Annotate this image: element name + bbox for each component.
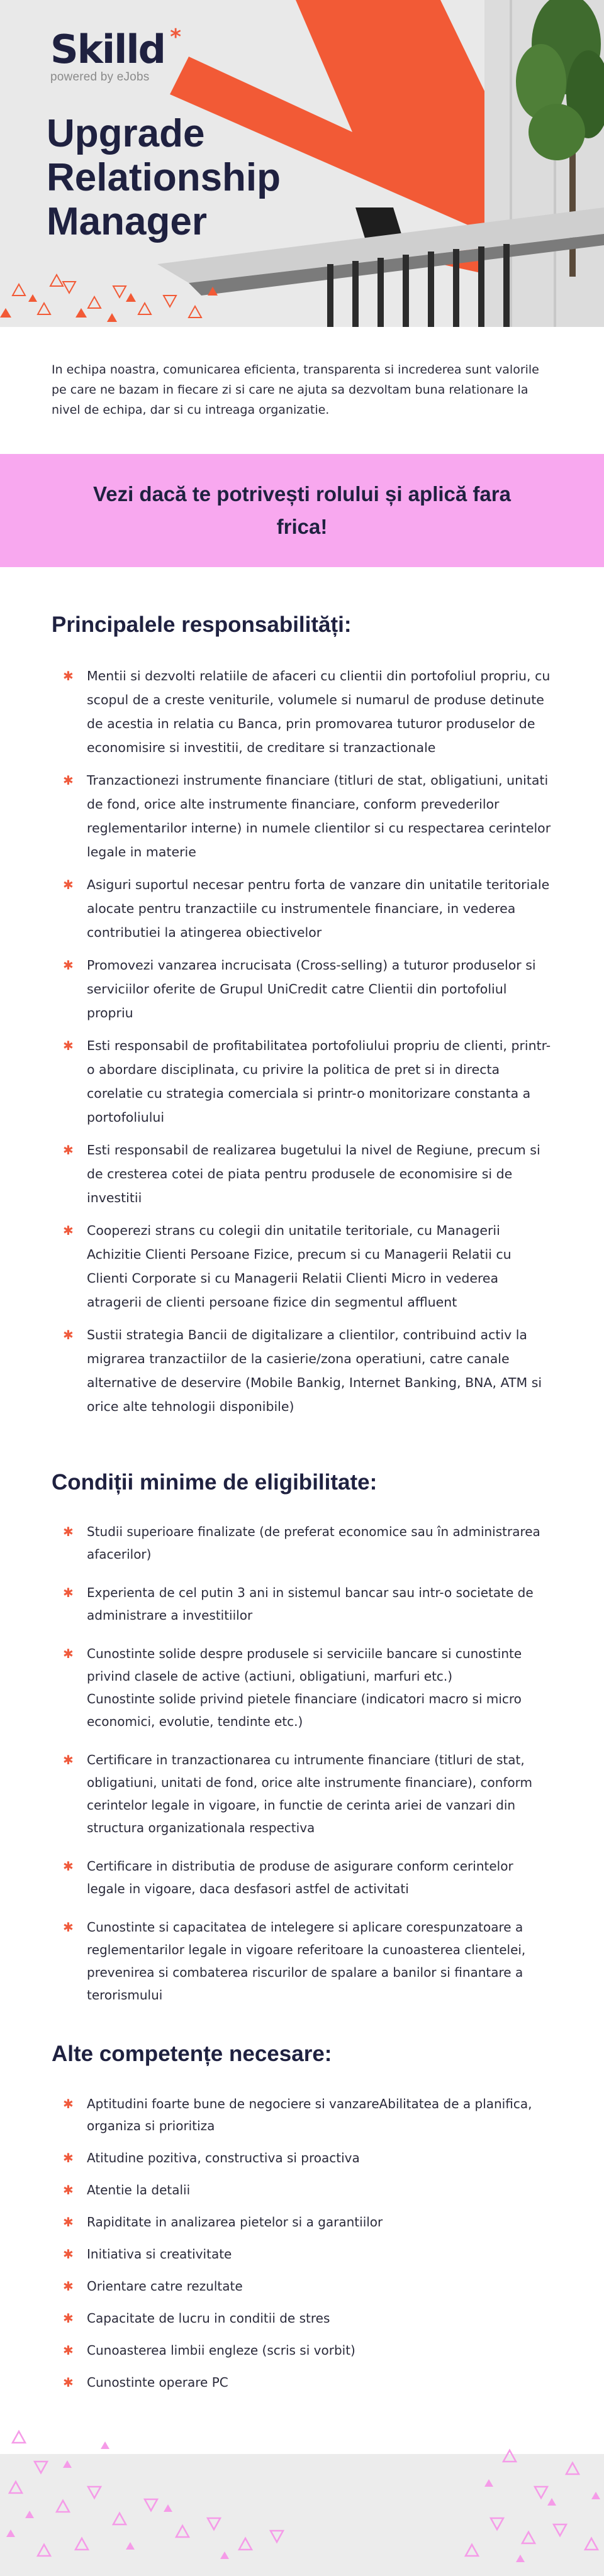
eligibility-section xyxy=(0,1470,604,2006)
bullet-asterisk-icon: ✱ xyxy=(63,877,74,892)
list-item: ✱ Aptitudini foarte bune de negociere si vanzareAbilitatea de a planifica, organiza si prioritiza xyxy=(52,2093,554,2137)
list-item: ✱ Promovezi vanzarea incrucisata (Cross-selling) a tuturor produselor si serviciilor oferite de Grupul UniCredit catre Clientii din portofoliul propriu xyxy=(52,953,554,1025)
list-item: ✱ Sustii strategia Bancii de digitalizare a clientilor, contribuind activ la migrarea tranzactiilor de la casierie/zona operatiuni, catre canale alternative de deservire (Mobile Bankig, Internet Banking, BNA, ATM si orice alte tehnologii disponibile) xyxy=(52,1323,554,1418)
bullet-asterisk-icon: ✱ xyxy=(63,1327,74,1342)
bullet-asterisk-icon: ✱ xyxy=(63,2247,74,2262)
skills-section xyxy=(0,2042,604,2394)
list-item: ✱ Esti responsabil de profitabilitatea portofoliului propriu de clienti, printr-o abordare disciplinata, cu privire la politica de pret si in directa corelatie cu strategia comerciala si printr-o monitorizare constanta a portofoliului xyxy=(52,1034,554,1129)
triangle-pattern-filled xyxy=(0,287,218,322)
list-item: ✱ Atentie la detalii xyxy=(52,2179,554,2201)
skills-list xyxy=(52,2093,554,2394)
pink-triangle-pattern-icon xyxy=(0,2424,604,2576)
job-title xyxy=(47,112,374,244)
list-item: ✱ Studii superioare finalizate (de preferat economice sau în administrarea afacerilor) xyxy=(52,1520,554,1566)
bullet-asterisk-icon: ✱ xyxy=(63,2311,74,2326)
bullet-asterisk-icon: ✱ xyxy=(63,1752,74,1767)
list-item: ✱ Rapiditate in analizarea pietelor si a garantiilor xyxy=(52,2211,554,2233)
bullet-asterisk-icon: ✱ xyxy=(63,1646,74,1661)
bullet-asterisk-icon: ✱ xyxy=(63,1859,74,1874)
bullet-asterisk-icon: ✱ xyxy=(63,2343,74,2358)
bullet-asterisk-icon: ✱ xyxy=(63,1038,74,1053)
bullet-asterisk-icon: ✱ xyxy=(63,2096,74,2111)
eligibility-title: Condiții minime de eligibilitate: xyxy=(52,1470,378,1495)
bullet-asterisk-icon: ✱ xyxy=(63,773,74,788)
list-item: ✱ Cooperezi strans cu colegii din unitatile teritoriale, cu Managerii Achizitie Clienti Persoane Fizice, precum si cu Managerii Relatii cu Clienti Corporate si cu Managerii Relatii Clienti Micro in vederea atragerii de clienti persoane fizice din segmentul affluent xyxy=(52,1219,554,1314)
hero-banner xyxy=(0,0,604,327)
skilld-logo[interactable] xyxy=(50,25,181,84)
responsibilities-list xyxy=(52,664,554,1418)
bullet-asterisk-icon: ✱ xyxy=(63,2150,74,2165)
responsibilities-section xyxy=(0,612,604,1418)
list-item: ✱ Cunostinte solide despre produsele si serviciile bancare si cunostinte privind clasele de active (actiuni, obligatiuni, marfuri etc.) Cunostinte solide privind pietele financiare (indicatori macro si micro economici, evolutie, tendinte etc.) xyxy=(52,1642,554,1733)
job-title-line-2: Relationship xyxy=(47,156,281,199)
list-item: ✱ Cunoasterea limbii engleze (scris si vorbit) xyxy=(52,2340,554,2362)
bullet-asterisk-icon: ✱ xyxy=(63,1920,74,1935)
bullet-asterisk-icon: ✱ xyxy=(63,1585,74,1600)
list-item: ✱ Tranzactionezi instrumente financiare (titluri de stat, obligatiuni, unitati de fond, orice alte instrumente financiare, conform prevederilor reglementarilor interne) in numele clientilor si cu respectarea cerintelor legale in materie xyxy=(52,768,554,864)
list-item: ✱ Certificare in distributia de produse de asigurare conform cerintelor legale in vigoare, daca desfasori astfel de activitati xyxy=(52,1855,554,1900)
cta-text: Vezi dacă te potrivești rolului și aplică fara frica! xyxy=(93,482,511,538)
bullet-asterisk-icon: ✱ xyxy=(63,1223,74,1238)
skills-title: Alte competențe necesare: xyxy=(52,2042,332,2066)
list-item: ✱ Initiativa si creativitate xyxy=(52,2243,554,2265)
bullet-asterisk-icon: ✱ xyxy=(63,2214,74,2230)
bullet-asterisk-icon: ✱ xyxy=(63,1142,74,1158)
eligibility-list xyxy=(52,1520,554,2006)
intro-section xyxy=(0,327,604,454)
triangle-pattern xyxy=(13,275,201,318)
list-item: ✱ Capacitate de lucru in conditii de stres xyxy=(52,2308,554,2330)
list-item: ✱ Asiguri suportul necesar pentru forta de vanzare din unitatile teritoriale alocate pentru tranzactiile cu instrumentele financiare, in vederea contributiei la atingerea obiectivelor xyxy=(52,873,554,944)
list-item: ✱ Cunostinte operare PC xyxy=(52,2372,554,2394)
responsibilities-title: Principalele responsabilități: xyxy=(52,612,352,637)
bullet-asterisk-icon: ✱ xyxy=(63,2279,74,2294)
logo-asterisk-icon: * xyxy=(170,25,181,50)
bullet-asterisk-icon: ✱ xyxy=(63,2375,74,2390)
list-item: ✱ Certificare in tranzactionarea cu intrumente financiare (titluri de stat, obligatiuni, unitati de fond, orice alte instrumente financiare), conform cerintelor legale in vigoare, in functie de cerinta ariei de vanzari din structura organizationala respectiva xyxy=(52,1749,554,1839)
bullet-asterisk-icon: ✱ xyxy=(63,668,74,683)
job-title-line-1: Upgrade xyxy=(47,112,205,155)
list-item: ✱ Experienta de cel putin 3 ani in sistemul bancar sau intr-o societate de administrare a investitiilor xyxy=(52,1581,554,1627)
bullet-asterisk-icon: ✱ xyxy=(63,2182,74,2197)
bullet-asterisk-icon: ✱ xyxy=(63,958,74,973)
list-item: ✱ Atitudine pozitiva, constructiva si proactiva xyxy=(52,2147,554,2169)
logo-subtitle: powered by eJobs xyxy=(50,70,150,84)
list-item: ✱ Cunostinte si capacitatea de intelegere si aplicare corespunzatoare a reglementarilor legale in vigoare referitoare la cunoasterea clientelei, prevenirea si combaterea riscurilor de spalare a banilor si finantare a terorismului xyxy=(52,1916,554,2006)
list-item: ✱ Orientare catre rezultate xyxy=(52,2275,554,2297)
logo-wordmark: Skilld xyxy=(50,26,165,72)
intro-text: In echipa noastra, comunicarea eficienta, transparenta si increderea sunt valorile pe care ne bazam in fiecare zi si care ne ajuta sa dezvoltam buna relationare la nivel de echipa, dar si cu intreaga organizatie. xyxy=(52,363,539,417)
list-item: ✱ Esti responsabil de realizarea bugetului la nivel de Regiune, precum si de cresterea cotei de piata pentru produsele de economisire si de investitii xyxy=(52,1138,554,1210)
list-item: ✱ Mentii si dezvolti relatiile de afaceri cu clientii din portofoliul propriu, cu scopul de a creste veniturile, volumele si numarul de produse detinute de acestia in relatia cu Banca, prin promovarea tuturor produselor de economisire si investitii, de creditare si tranzactionale xyxy=(52,664,554,760)
job-title-line-3: Manager xyxy=(47,200,207,243)
footer-decoration xyxy=(0,2424,604,2576)
bullet-asterisk-icon: ✱ xyxy=(63,1524,74,1539)
cta-banner xyxy=(0,454,604,567)
